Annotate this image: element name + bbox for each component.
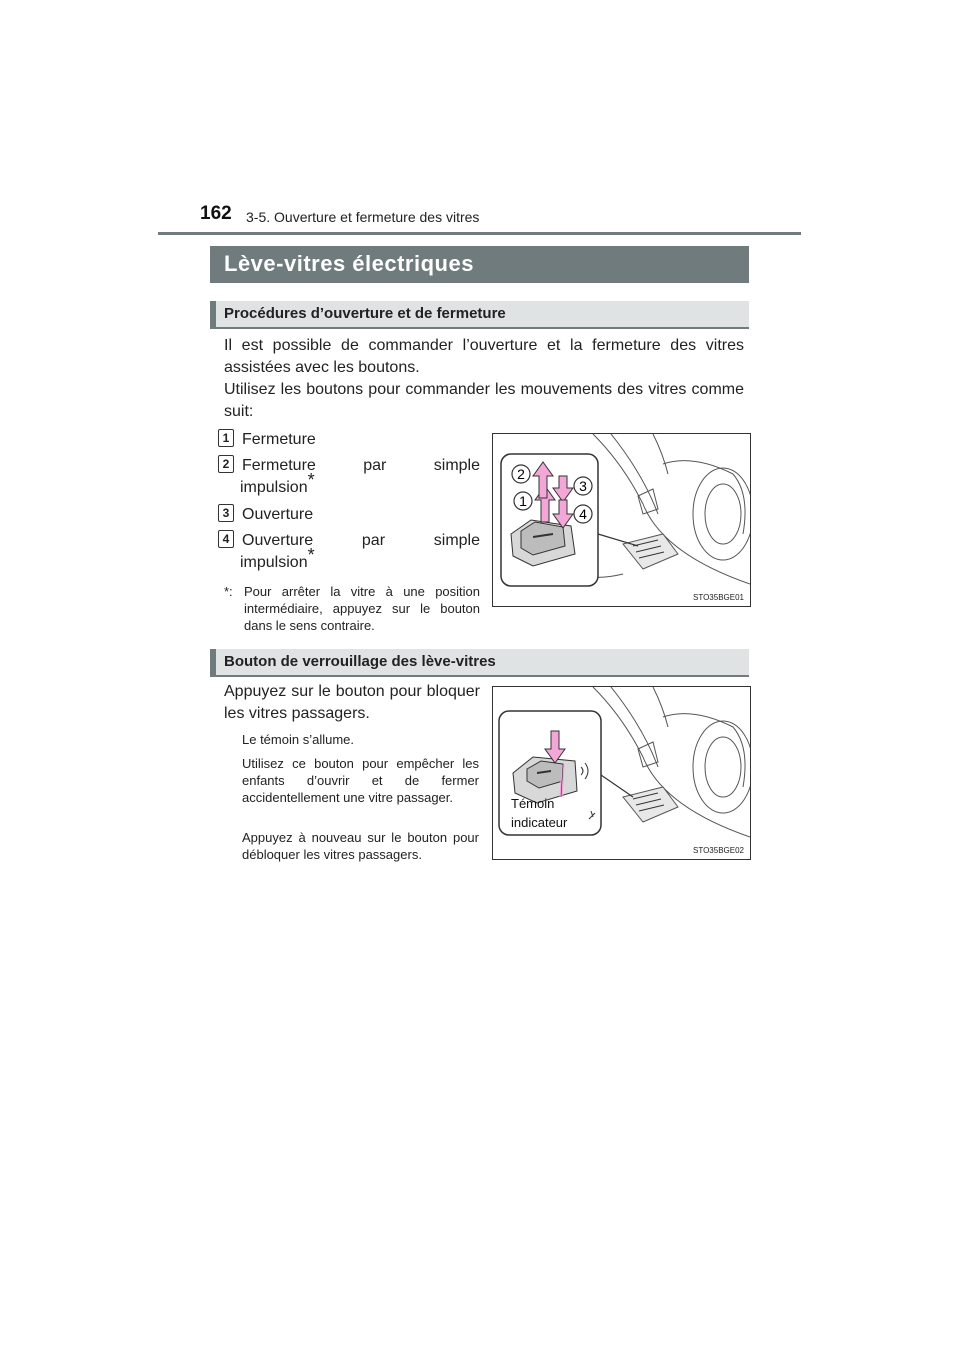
lock-intro-paragraph: Appuyez sur le bouton pour bloquer les vitres passagers. — [224, 683, 480, 722]
subsection-title-bar — [210, 301, 749, 329]
note-text: Le témoin s’allume. — [242, 732, 354, 747]
asterisk: * — [307, 545, 315, 565]
window-switch-figure — [492, 433, 751, 607]
header-rule — [158, 232, 801, 235]
section-title: Lève-vitres électriques — [224, 251, 474, 276]
list-item — [218, 504, 480, 526]
item-text: Ouverture par simple — [242, 532, 480, 549]
section-title-bar — [210, 246, 749, 283]
window-switch-illustration — [493, 434, 750, 606]
callout-2: 2 — [517, 466, 525, 482]
list-item — [218, 455, 480, 477]
callout-3: 3 — [579, 478, 587, 494]
figure-id: STO35BGE02 — [693, 846, 744, 855]
note-text: Appuyez à nouveau sur le bouton pour débloquer les vitres passagers. — [242, 830, 479, 862]
item-text: impulsion — [240, 554, 308, 571]
indicator-label: Témoin — [511, 796, 555, 811]
window-lock-figure — [492, 686, 751, 860]
subsection-title: Bouton de verrouillage des lève-vitres — [224, 653, 496, 670]
subsection-title-bar — [210, 649, 749, 677]
item-number-badge: 1 — [218, 429, 234, 447]
footnote-mark: *: — [224, 584, 233, 599]
item-text: Ouverture — [242, 506, 314, 523]
callout-4: 4 — [579, 506, 587, 522]
indicator-label: indicateur — [511, 815, 568, 830]
asterisk: * — [307, 470, 315, 490]
item-text: impulsion — [240, 479, 308, 496]
list-item-continuation — [240, 470, 502, 499]
list-item — [218, 530, 480, 552]
note-text: Utilisez ce bouton pour empêcher les enfants d’ouvrir et de fermer accidentellement une vitre passager. — [242, 756, 479, 805]
item-text: Fermeture — [242, 431, 316, 448]
page-number: 162 — [200, 203, 232, 224]
item-text: Fermeture par simple — [242, 457, 480, 474]
item-number-badge: 2 — [218, 455, 234, 473]
intro-paragraph-2: Utilisez les boutons pour commander les mouvements des vitres comme suit: — [224, 381, 744, 420]
list-item — [218, 429, 480, 451]
figure-id: STO35BGE01 — [693, 593, 744, 602]
list-item-continuation — [240, 545, 502, 574]
callout-1: 1 — [519, 493, 527, 509]
footnote: Pour arrêter la vitre à une position intermédiaire, appuyez sur le bouton dans le sens contraire. — [244, 584, 480, 633]
chapter-title: 3-5. Ouverture et fermeture des vitres — [246, 209, 480, 225]
item-number-badge: 4 — [218, 530, 234, 548]
subsection-title: Procédures d’ouverture et de fermeture — [224, 305, 506, 322]
item-number-badge: 3 — [218, 504, 234, 522]
window-lock-illustration — [493, 687, 750, 859]
intro-paragraph: Il est possible de commander l’ouverture et la fermeture des vitres assistées avec les boutons. — [224, 337, 744, 376]
